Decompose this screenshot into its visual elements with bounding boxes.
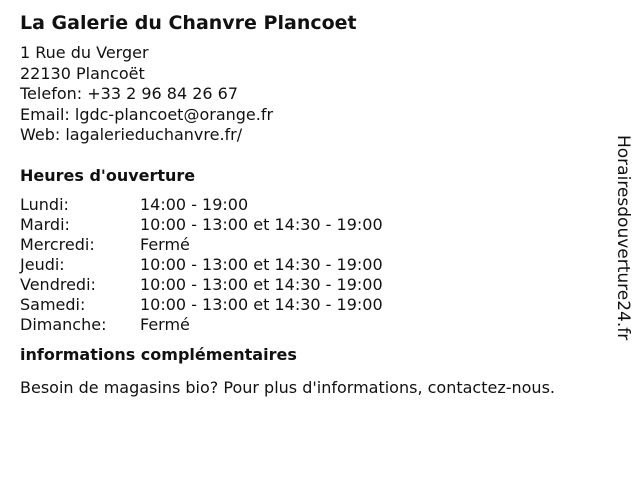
- info-text: Besoin de magasins bio? Pour plus d'informations, contactez-nous.: [20, 377, 555, 397]
- day-label: Mardi:: [20, 214, 70, 234]
- phone-number: Telefon: +33 2 96 84 26 67: [20, 84, 239, 103]
- day-label: Dimanche:: [20, 314, 107, 334]
- hours-row-sunday: [20, 315, 610, 335]
- day-hours: Fermé: [140, 314, 190, 334]
- opening-hours-list: [20, 195, 610, 335]
- day-hours: 10:00 - 13:00 et 14:30 - 19:00: [140, 254, 383, 274]
- day-hours: 10:00 - 13:00 et 14:30 - 19:00: [140, 294, 383, 314]
- hours-row-friday: [20, 275, 610, 295]
- day-label: Jeudi:: [20, 254, 65, 274]
- info-heading: informations complémentaires: [20, 344, 297, 364]
- day-label: Mercredi:: [20, 234, 95, 254]
- hours-row-monday: [20, 195, 610, 215]
- day-label: Lundi:: [20, 194, 69, 214]
- hours-heading: Heures d'ouverture: [20, 165, 196, 185]
- store-address-block: [20, 43, 610, 146]
- hours-row-thursday: [20, 255, 610, 275]
- day-hours: 14:00 - 19:00: [140, 194, 249, 214]
- hours-row-wednesday: [20, 235, 610, 255]
- city-postcode: 22130 Plancoët: [20, 63, 145, 83]
- street-address: 1 Rue du Verger: [20, 43, 149, 62]
- day-label: Samedi:: [20, 294, 86, 314]
- day-hours: 10:00 - 13:00 et 14:30 - 19:00: [140, 274, 383, 294]
- day-hours: Fermé: [140, 234, 190, 254]
- store-name: La Galerie du Chanvre Plancoet: [20, 12, 357, 34]
- store-card: [20, 10, 610, 398]
- hours-row-saturday: [20, 295, 610, 315]
- site-watermark: Horairesdouverture24.fr: [613, 135, 633, 341]
- website-address: Web: lagalerieduchanvre.fr/: [20, 125, 243, 144]
- email-address: Email: lgdc-plancoet@orange.fr: [20, 104, 274, 124]
- hours-row-tuesday: [20, 215, 610, 235]
- day-label: Vendredi:: [20, 274, 96, 294]
- day-hours: 10:00 - 13:00 et 14:30 - 19:00: [140, 214, 383, 234]
